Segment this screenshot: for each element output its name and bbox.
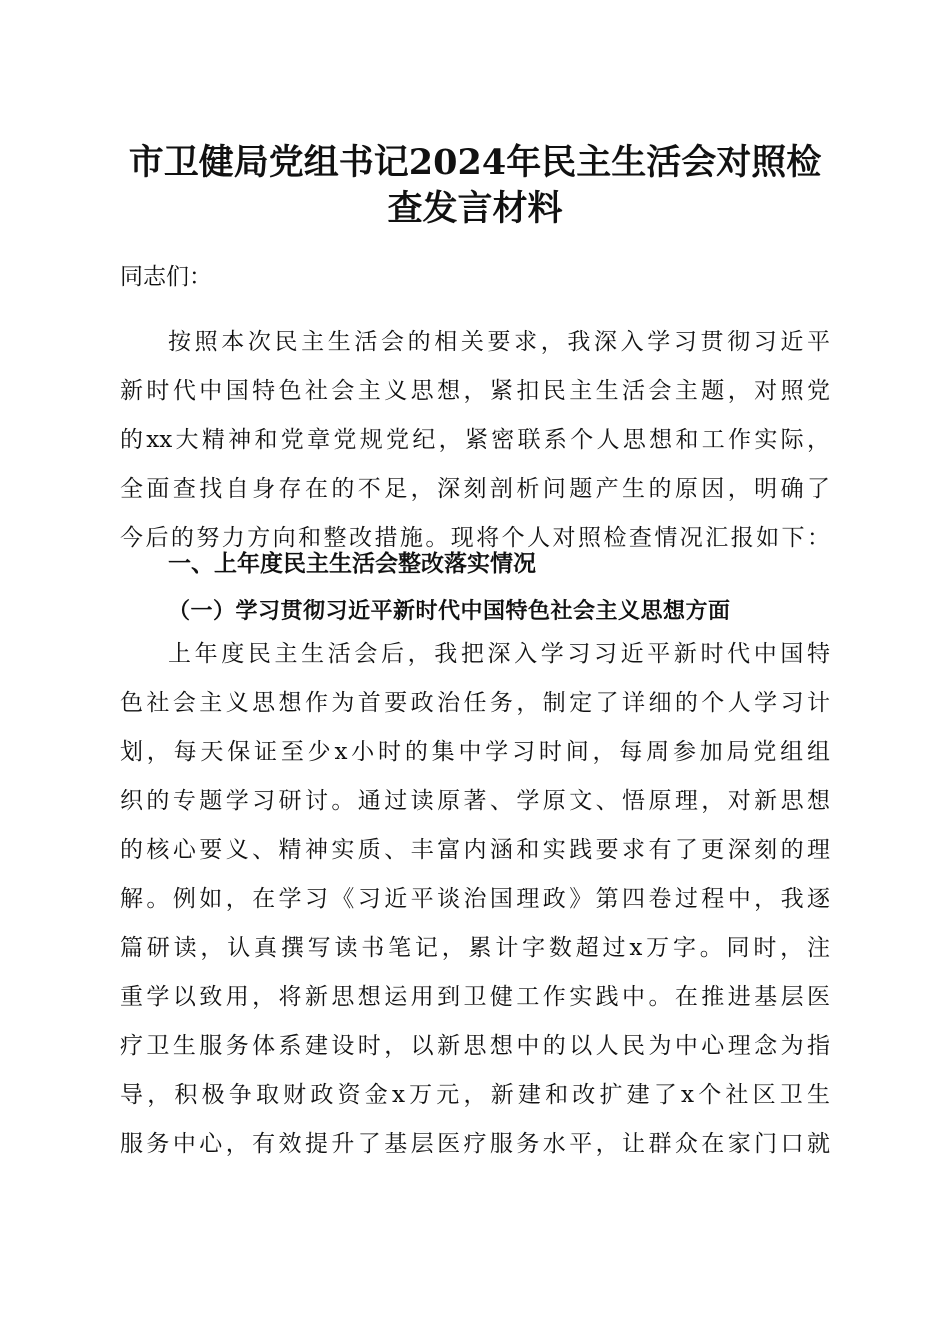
intro-line: 按照本次民主生活会的相关要求，我深入学习贯彻习近平	[168, 329, 830, 355]
body-line: 疗卫生服务体系建设时，以新思想中的以人民为中心理念为指	[120, 1033, 830, 1059]
body-line: 划，每天保证至少x小时的集中学习时间，每周参加局党组组	[120, 739, 830, 765]
body-line: 服务中心，有效提升了基层医疗服务水平，让群众在家门口就	[120, 1131, 830, 1157]
body-line: 织的专题学习研讨。通过读原著、学原文、悟原理，对新思想	[120, 788, 830, 814]
greeting: 同志们：	[120, 264, 212, 290]
body-line: 色社会主义思想作为首要政治任务，制定了详细的个人学习计	[120, 690, 830, 716]
intro-line: 的xx大精神和党章党规党纪，紧密联系个人思想和工作实际，	[120, 427, 830, 453]
body-line: 篇研读，认真撰写读书笔记，累计字数超过x万字。同时，注	[120, 935, 830, 961]
body-line: 导，积极争取财政资金x万元，新建和改扩建了x个社区卫生	[120, 1082, 830, 1108]
intro-line: 全面查找自身存在的不足，深刻剖析问题产生的原因，明确了	[120, 476, 830, 502]
body-line: 的核心要义、精神实质、丰富内涵和实践要求有了更深刻的理	[120, 837, 830, 863]
document-title-line-1: 市卫健局党组书记2024年民主生活会对照检	[128, 142, 822, 183]
body-paragraph	[120, 630, 830, 1169]
body-line: 重学以致用，将新思想运用到卫健工作实践中。在推进基层医	[120, 984, 830, 1010]
body-line: 解。例如，在学习《习近平谈治国理政》第四卷过程中，我逐	[120, 886, 830, 912]
intro-line: 新时代中国特色社会主义思想，紧扣民主生活会主题，对照党	[120, 378, 830, 404]
subsection-heading: （一）学习贯彻习近平新时代中国特色社会主义思想方面	[168, 598, 731, 624]
intro-line: 今后的努力方向和整改措施。现将个人对照检查情况汇报如下：	[120, 525, 830, 551]
document-title-line-2: 查发言材料	[387, 188, 563, 229]
section-heading: 一、上年度民主生活会整改落实情况	[168, 551, 536, 577]
intro-paragraph	[120, 318, 830, 563]
body-line: 上年度民主生活会后，我把深入学习习近平新时代中国特	[168, 641, 830, 667]
